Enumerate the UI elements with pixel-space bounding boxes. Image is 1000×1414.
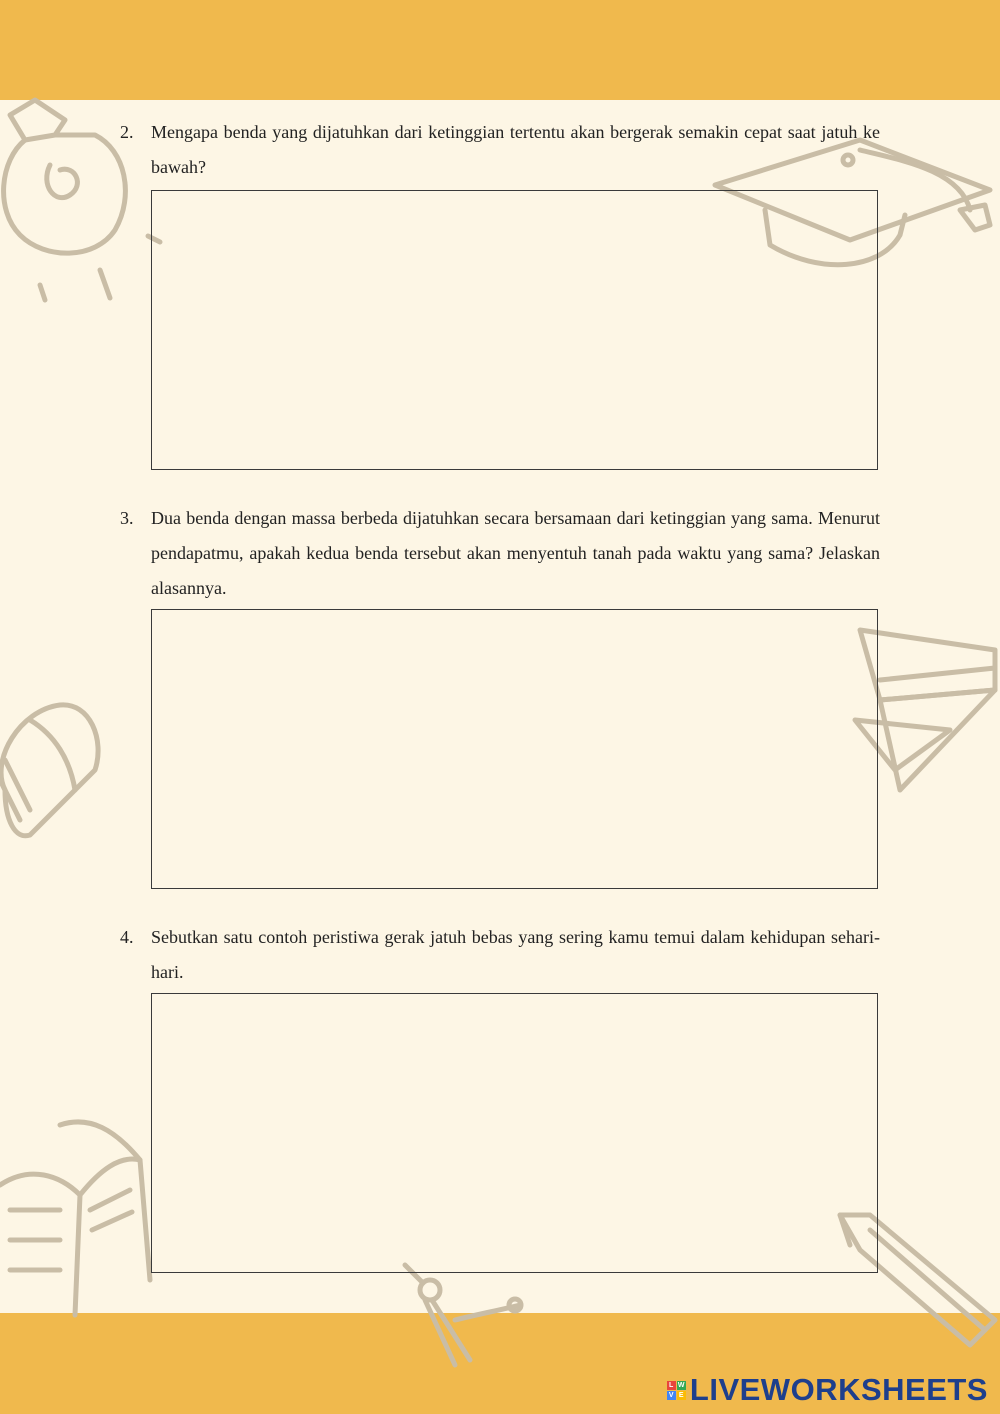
question-text: Dua benda dengan massa berbeda dijatuhkan secara bersamaan dari ketinggian yang sama. Menurut pendapatmu, apakah kedua benda tersebut akan menyentuh tanah pada waktu yang sama? Jelaskan alasannya.	[151, 508, 880, 598]
question-text: Mengapa benda yang dijatuhkan dari ketinggian tertentu akan bergerak semakin cepat saat jatuh ke bawah?	[151, 122, 880, 177]
eraser-icon	[0, 705, 98, 836]
question-3	[120, 501, 880, 606]
brand-name: LIVEWORKSHEETS	[689, 1372, 988, 1407]
liveworksheets-icon	[667, 1381, 686, 1400]
answer-box-3[interactable]	[151, 609, 878, 889]
question-number: 3.	[120, 508, 134, 528]
question-4	[120, 920, 880, 990]
question-text: Sebutkan satu contoh peristiwa gerak jatuh bebas yang sering kamu temui dalam kehidupan sehari-hari.	[151, 927, 880, 982]
question-number: 4.	[120, 927, 134, 947]
question-number: 2.	[120, 122, 134, 142]
answer-box-4[interactable]	[151, 993, 878, 1273]
logo-square: W	[677, 1381, 685, 1389]
logo-square: E	[678, 1391, 684, 1399]
open-book-icon	[0, 1122, 150, 1315]
brand-logo	[667, 1372, 988, 1408]
logo-square: L	[667, 1381, 676, 1390]
header-band	[0, 0, 1000, 100]
question-2	[120, 115, 880, 185]
logo-square: V	[668, 1391, 674, 1399]
answer-box-2[interactable]	[151, 190, 878, 470]
